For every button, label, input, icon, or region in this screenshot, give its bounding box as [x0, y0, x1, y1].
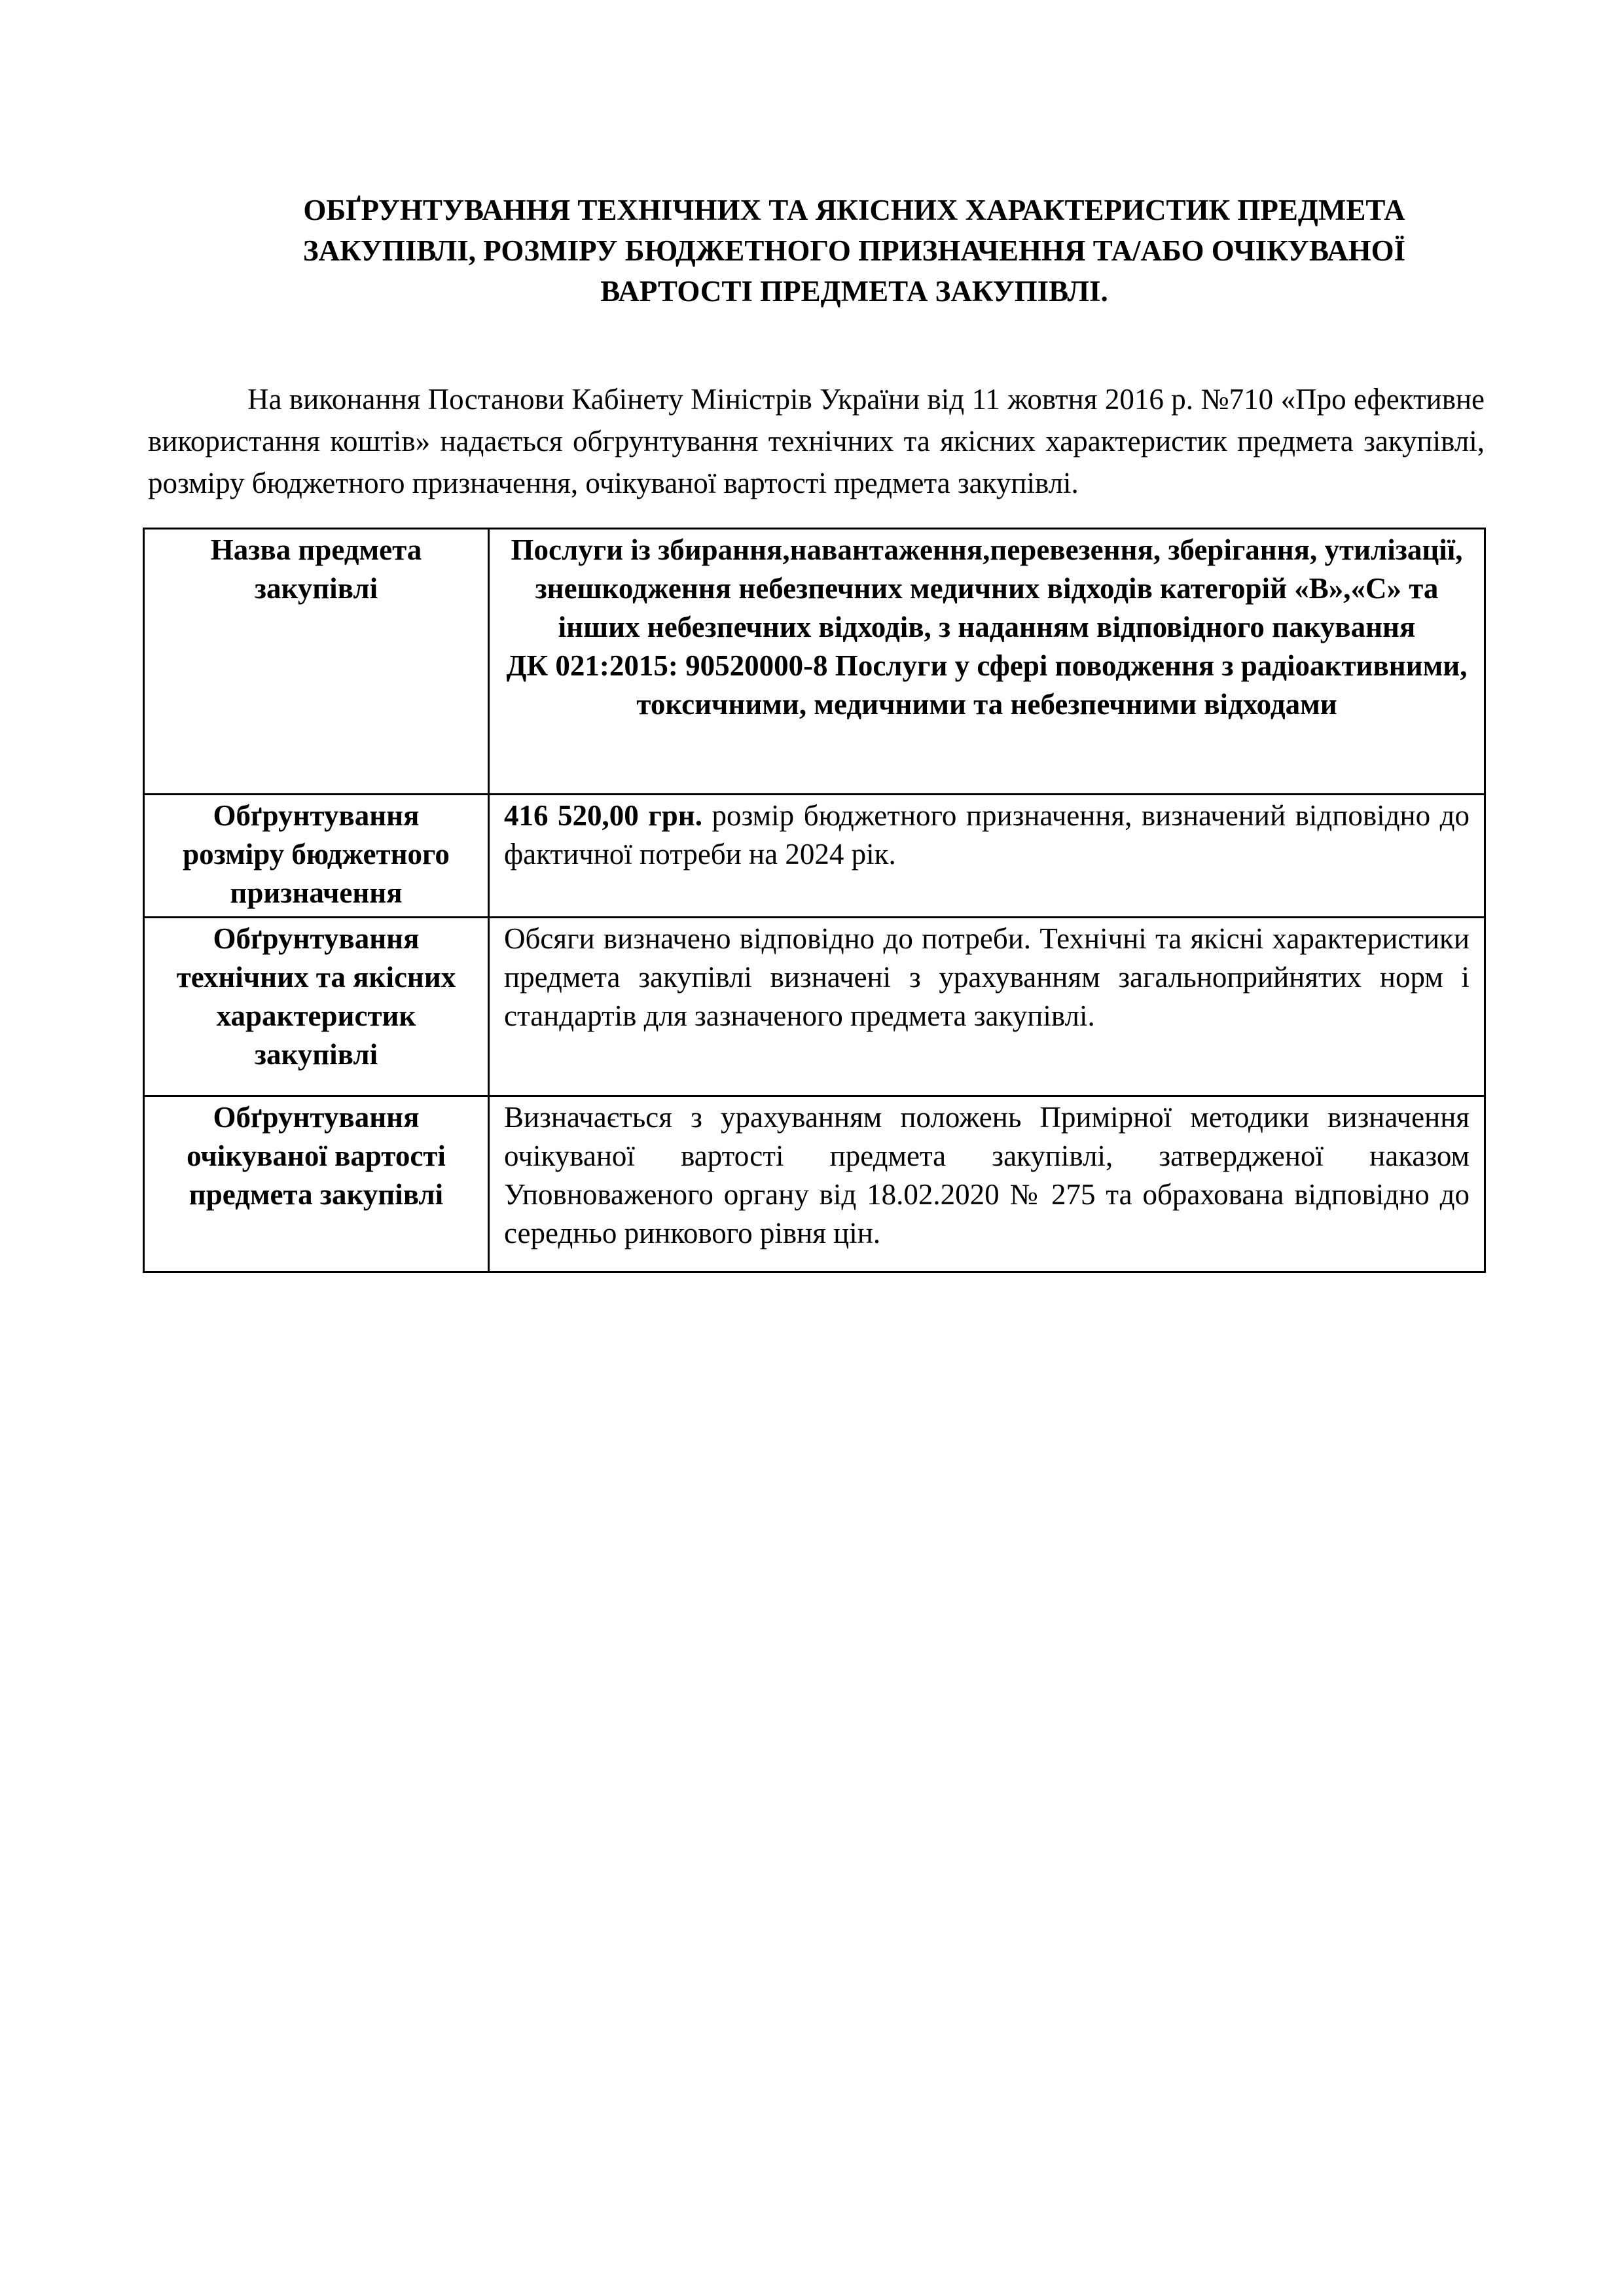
document-title: [216, 190, 1492, 312]
table-row: [144, 795, 1485, 918]
row-label-budget: Обґрунтування розміру бюджетного призначення: [144, 795, 489, 918]
row-label-expected-cost: Обґрунтування очікуваної вартості предмета закупівлі: [144, 1096, 489, 1272]
table-row: [144, 529, 1485, 795]
justification-table: [143, 528, 1486, 1273]
row-value-subject: [489, 529, 1485, 795]
table-row: [144, 1096, 1485, 1272]
row-label-technical: Обґрунтування технічних та якісних характеристик закупівлі: [144, 918, 489, 1096]
title-line-2: ЗАКУПІВЛІ, РОЗМІРУ БЮДЖЕТНОГО ПРИЗНАЧЕННЯ ТА/АБО ОЧІКУВАНОЇ: [302, 234, 1406, 267]
title-line-3: ВАРТОСТІ ПРЕДМЕТА ЗАКУПІВЛІ.: [600, 275, 1108, 308]
table-row: [144, 918, 1485, 1096]
row-label-subject: Назва предмета закупівлі: [144, 529, 489, 795]
budget-amount: 416 520,00 грн.: [504, 799, 702, 832]
budget-description: розмір бюджетного призначення, визначений відповідно до фактичної потреби на 2024 рік.: [504, 799, 1470, 870]
subject-cpv-code: ДК 021:2015: 90520000-8 Послуги у сфері поводження з радіоактивними, токсичними, медичними та небезпечними відходами: [506, 649, 1468, 721]
subject-description: Послуги із збирання,навантаження,перевезення, зберігання, утилізації, знешкодження небезпечних медичних відходів категорій «В»,«С» та інших небезпечних відходів, з наданням відповідного пакування: [511, 533, 1463, 643]
title-line-1: ОБҐРУНТУВАННЯ ТЕХНІЧНИХ ТА ЯКІСНИХ ХАРАКТЕРИСТИК ПРЕДМЕТА: [303, 194, 1405, 226]
row-value-technical: Обсяги визначено відповідно до потреби. Технічні та якісні характеристики предмета закупівлі визначені з урахуванням загальноприйнятих норм і стандартів для зазначеного предмета закупівлі.: [489, 918, 1485, 1096]
row-value-expected-cost: Визначається з урахуванням положень Примірної методики визначення очікуваної вартості предмета закупівлі, затвердженої наказом Уповноваженого органу від 18.02.2020 № 275 та обрахована відповідно до середньо ринкового рівня цін.: [489, 1096, 1485, 1272]
row-value-budget: [489, 795, 1485, 918]
intro-paragraph: На виконання Постанови Кабінету Міністрів України від 11 жовтня 2016 р. №710 «Про ефективне використання коштів» надається обгрунтування технічних та якісних характеристик предмета закупівлі, розміру бюджетного призначення, очікуваної вартості предмета закупівлі.: [148, 383, 1485, 499]
